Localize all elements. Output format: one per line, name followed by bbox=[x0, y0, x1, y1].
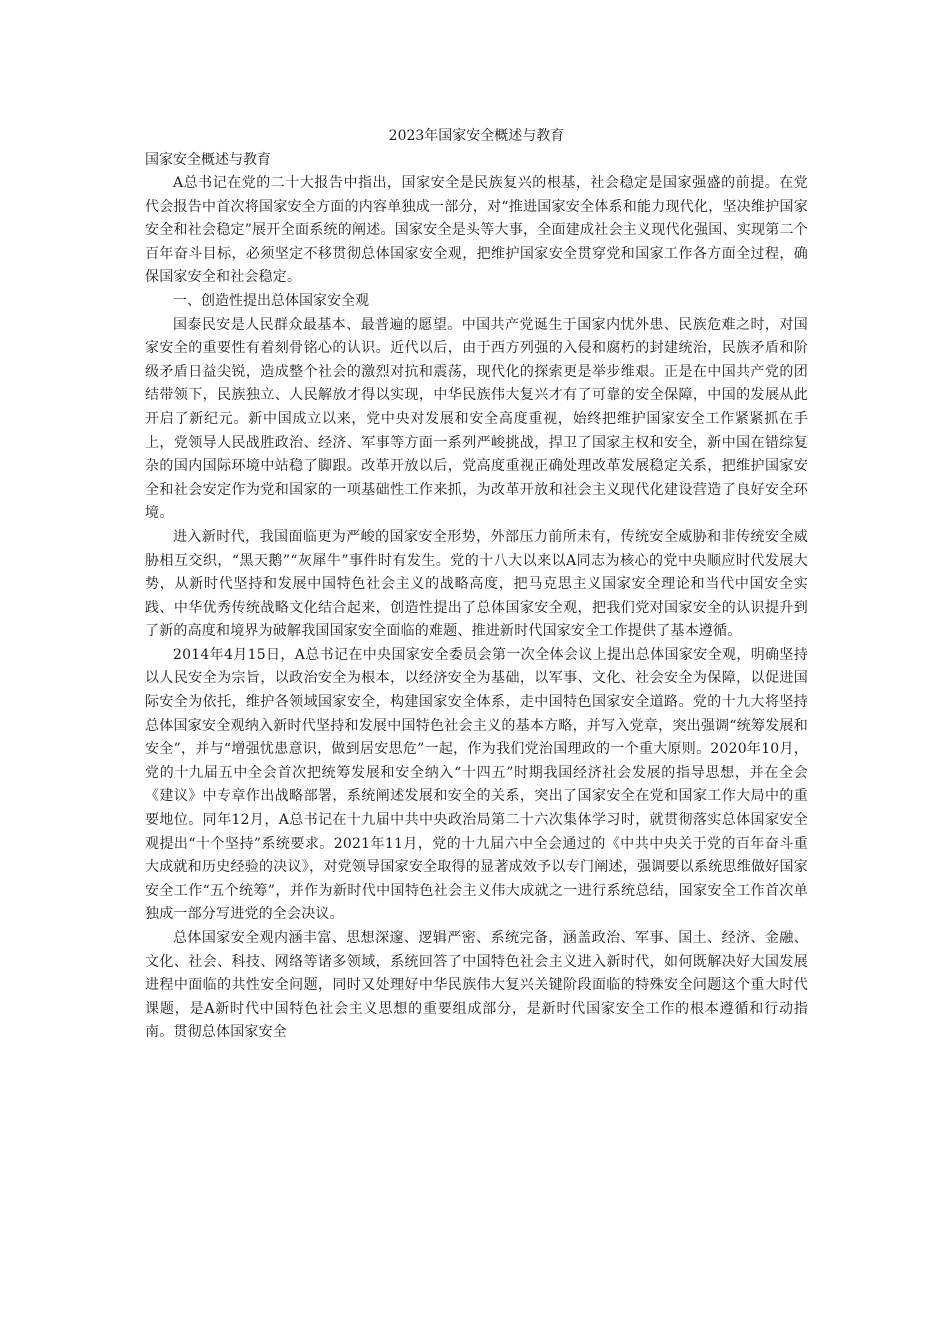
paragraph: 进入新时代，我国面临更为严峻的国家安全形势，外部压力前所未有，传统安全威胁和非传统安全威胁相互交织，“黑天鹅”“灰犀牛”事件时有发生。党的十八大以来以A同志为核心的党中央顺应时代发展大势，从新时代坚持和发展中国特色社会主义的战略高度，把马克思主义国家安全理论和当代中国安全实践、中华优秀传统战略文化结合起来，创造性提出了总体国家安全观，把我们党对国家安全的认识提升到了新的高度和境界为破解我国国家安全面临的难题、推进新时代国家安全工作提供了基本遵循。 bbox=[145, 528, 808, 640]
document-subtitle: 国家安全概述与教育 bbox=[145, 152, 271, 168]
document-title: 2023年国家安全概述与教育 bbox=[388, 128, 565, 144]
paragraph: 国泰民安是人民群众最基本、最普遍的愿望。中国共产党诞生于国家内忧外患、民族危难之时，对国家安全的重要性有着刻骨铭心的认识。近代以后，由于西方列强的入侵和腐朽的封建统治，民族矛盾和阶级矛盾日益尖锐，造成整个社会的激烈对抗和震荡，现代化的探索更是举步维艰。正是在中国共产党的团结带领下，民族独立、人民解放才得以实现，中华民族伟大复兴才有了可靠的安全保障，中国的发展从此开启了新纪元。新中国成立以来，党中央对发展和安全高度重视，始终把维护国家安全工作紧紧抓在手上，党领导人民战胜政治、经济、军事等方面一系列严峻挑战，捍卫了国家主权和安全，新中国在错综复杂的国内国际环境中站稳了脚跟。改革开放以后，党高度重视正确处理改革发展稳定关系，把维护国家安全和社会安定作为党和国家的一项基础性工作来抓，为改革开放和社会主义现代化建设营造了良好安全环境。 bbox=[145, 316, 808, 522]
document-page bbox=[145, 124, 808, 1045]
paragraph: 2014年4月15日，A总书记在中央国家安全委员会第一次全体会议上提出总体国家安全观，明确坚持以人民安全为宗旨，以政治安全为根本，以经济安全为基础，以军事、文化、社会安全为保障，以促进国际安全为依托，维护各领域国家安全，构建国家安全体系，走中国特色国家安全道路。党的十九大将坚持总体国家安全观纳入新时代坚持和发展中国特色社会主义的基本方略，并写入党章，突出强调“统筹发展和安全”，并与“增强忧患意识，做到居安思危”一起，作为我们党治国理政的一个重大原则。2020年10月，党的十九届五中全会首次把统筹发展和安全纳入“十四五”时期我国经济社会发展的指导思想，并在全会《建议》中专章作出战略部署，系统阐述发展和安全的关系，突出了国家安全在党和国家工作大局中的重要地位。同年12月，A总书记在十九届中共中央政治局第二十六次集体学习时，就贯彻落实总体国家安全观提出“十个坚持”系统要求。2021年11月，党的十九届六中全会通过的《中共中央关于党的百年奋斗重大成就和历史经验的决议》，对党领导国家安全取得的显著成效予以专门阐述，强调要以系统思维做好国家安全工作“五个统筹”，并作为新时代中国特色社会主义伟大成就之一进行系统总结，国家安全工作首次单独成一部分写进党的全会决议。 bbox=[145, 646, 808, 923]
section-heading: 一、创造性提出总体国家安全观 bbox=[173, 292, 369, 309]
paragraph-intro: A总书记在党的二十大报告中指出，国家安全是民族复兴的根基，社会稳定是国家强盛的前提。在党代会报告中首次将国家安全方面的内容单独成一部分，对“推进国家安全体系和能力现代化，坚决维护国家安全和社会稳定”展开全面系统的阐述。国家安全是头等大事，全面建成社会主义现代化强国、实现第二个百年奋斗目标，必须坚定不移贯彻总体国家安全观，把维护国家安全贯穿党和国家工作各方面全过程，确保国家安全和社会稳定。 bbox=[145, 175, 808, 286]
paragraph: 总体国家安全观内涵丰富、思想深邃、逻辑严密、系统完备，涵盖政治、军事、国土、经济、金融、文化、社会、科技、网络等诸多领域，系统回答了中国特色社会主义进入新时代，如何既解决好大国发展进程中面临的共性安全问题，同时又处理好中华民族伟大复兴关键阶段面临的特殊安全问题这个重大时代课题，是A新时代中国特色社会主义思想的重要组成部分，是新时代国家安全工作的根本遵循和行动指南。贯彻总体国家安全 bbox=[145, 930, 808, 1041]
